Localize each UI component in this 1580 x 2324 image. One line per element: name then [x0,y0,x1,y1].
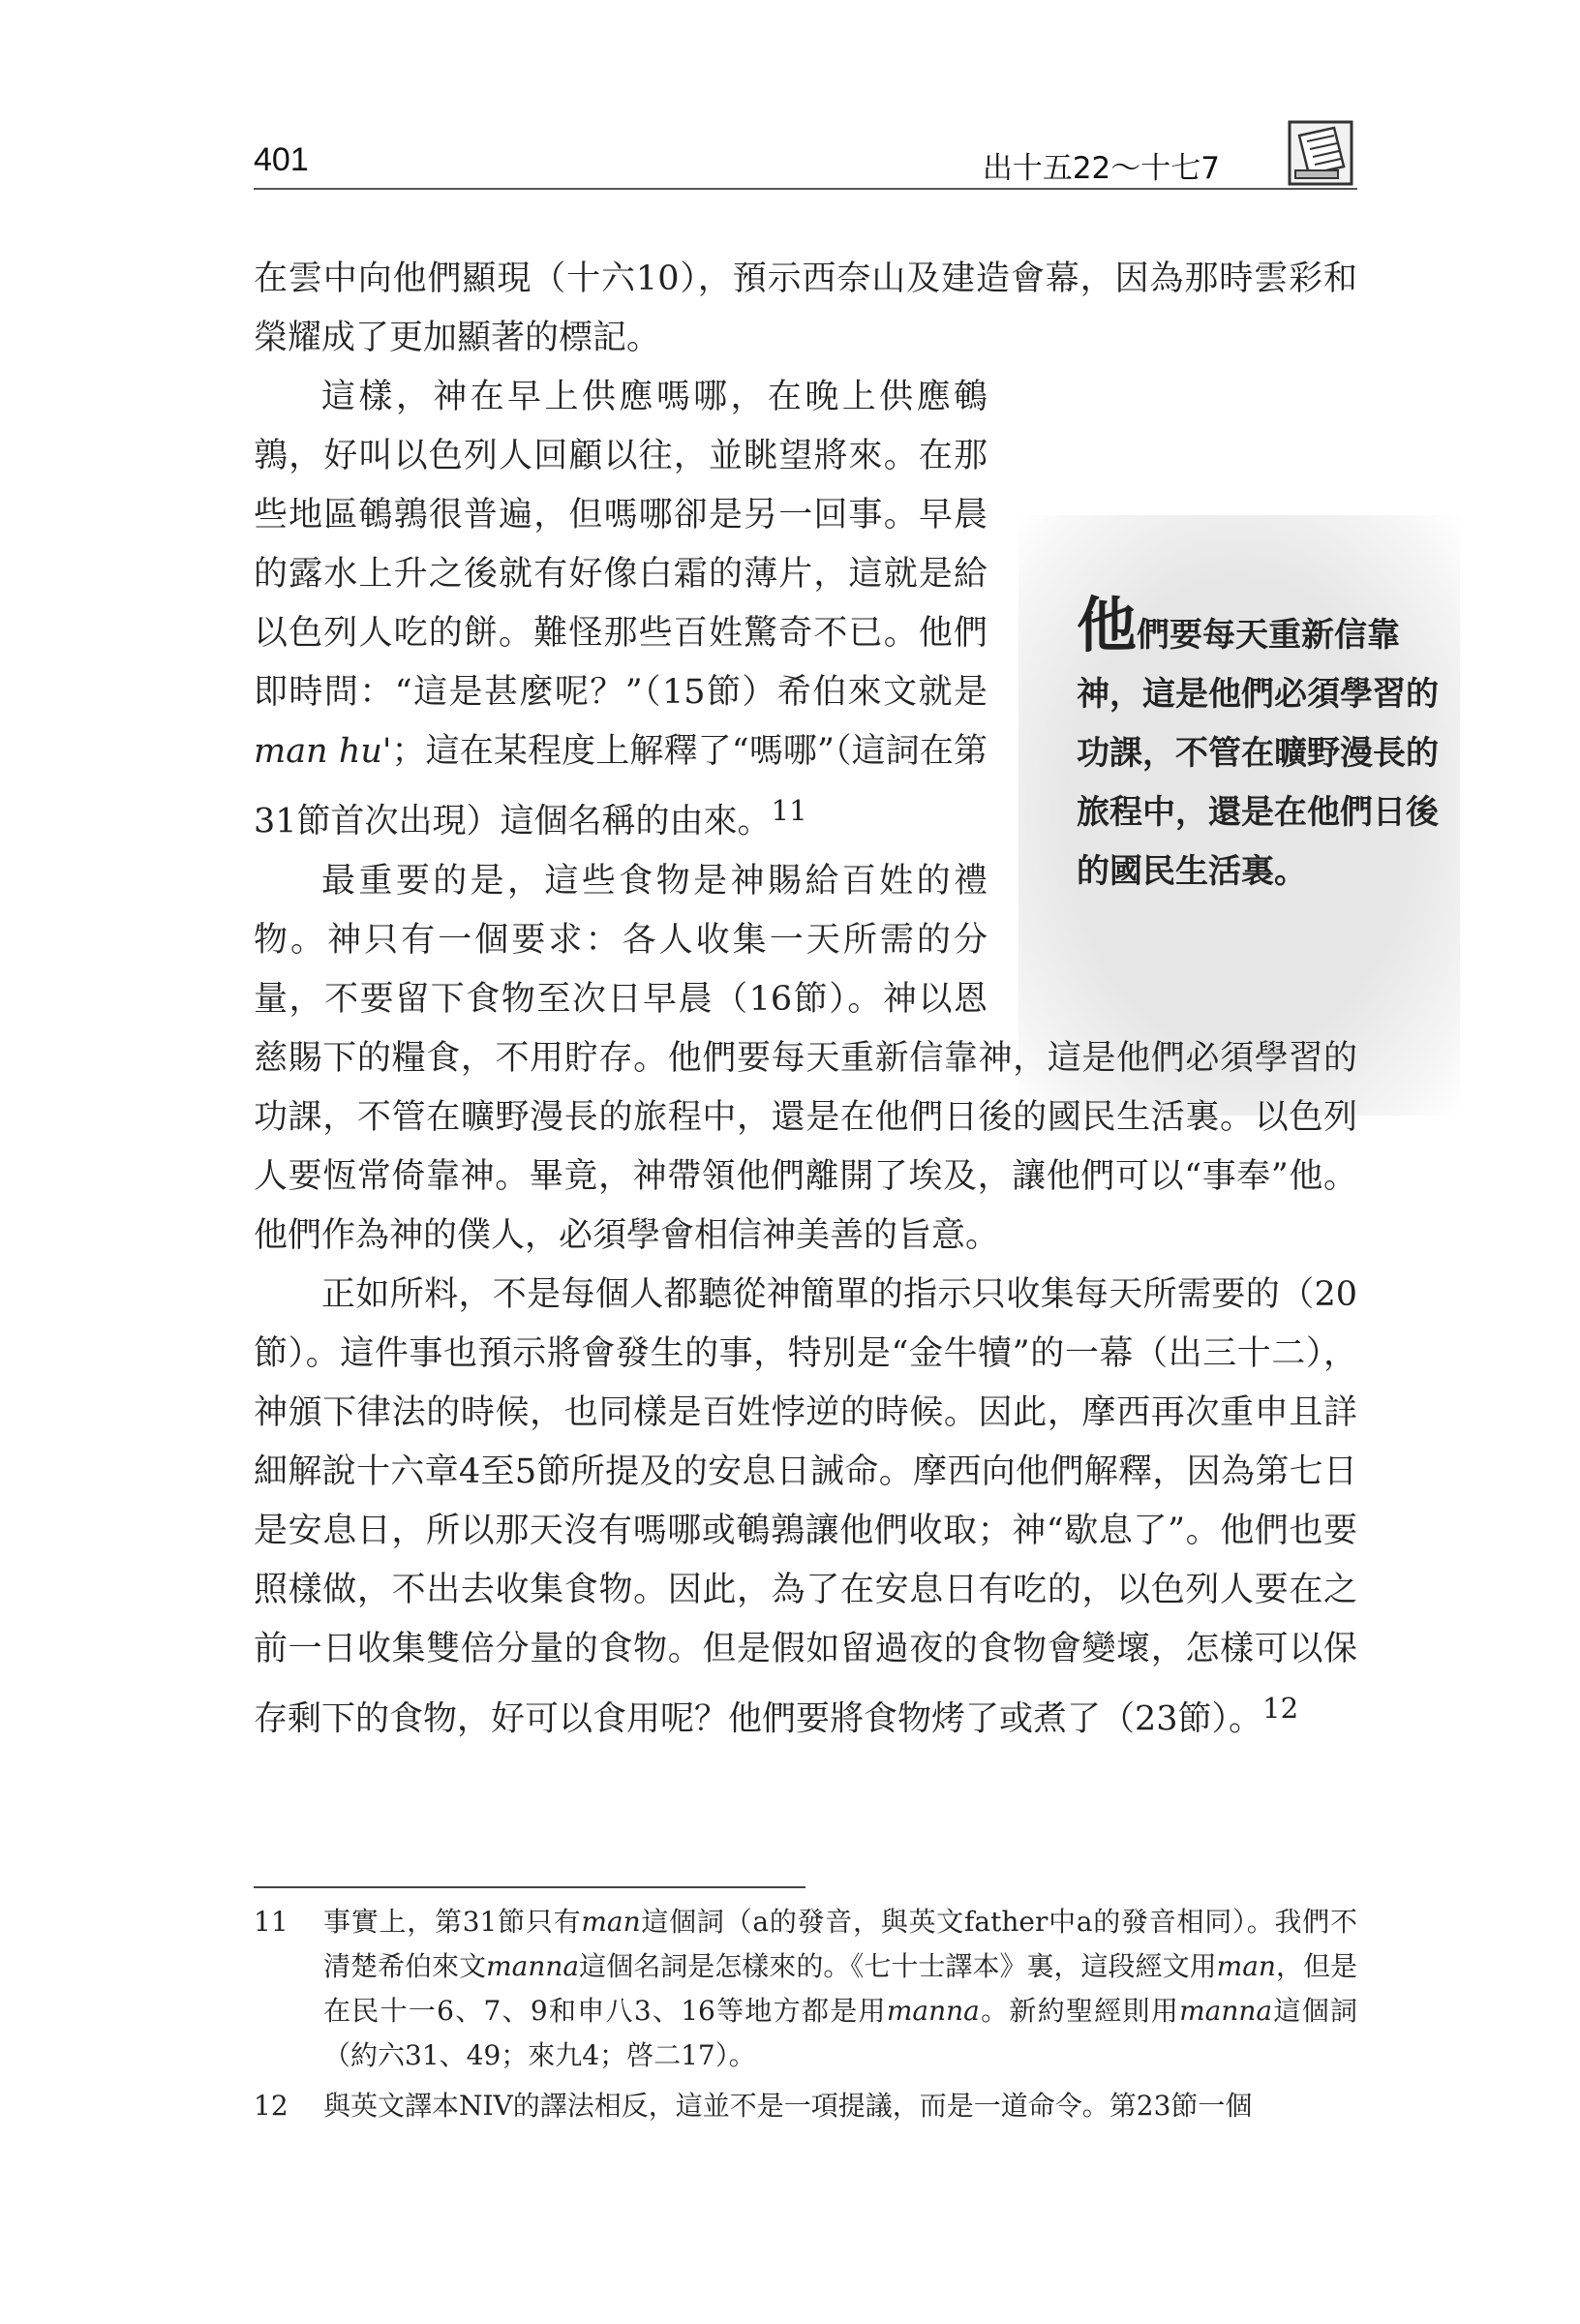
footnote-11 [254,1900,1357,2078]
scroll-icon [1286,118,1355,188]
footnote-12 [254,2084,1357,2128]
footnote-run: 。新約聖經則用 [979,1995,1180,2027]
paragraph-text: 正如所料，不是每個人都聽從神簡單的指示只收集每天所需要的（20節）。這件事也預示將會發生的事，特別是“金牛犢”的一幕（出三十二），神頒下律法的時候，也同樣是百姓悖逆的時候。因此，摩西再次重申且詳細解說十六章4至5節所提及的安息日誡命。摩西向他們解釋，因為第七日是安息日，所以那天沒有嗎哪或鵪鶉讓他們收取；神“歇息了”。他們也要照樣做，不出去收集食物。因此，為了在安息日有吃的，以色列人要在之前一日收集雙倍分量的食物。但是假如留過夜的食物會變壞，怎樣可以保存剩下的食物，好可以食用呢？他們要將食物烤了或煮了（23節）。 [254,1274,1357,1739]
paragraph-text: 這樣，神在早上供應嗎哪，在晚上供應鵪鶉，好叫以色列人回顧以往，並眺望將來。在那些地區鵪鶉很普遍，但嗎哪卻是另一回事。早晨的露水上升之後就有好像白霜的薄片，這就是給以色列人吃的餅。難怪那些百姓驚奇不已。他們即時問：“這是甚麼呢？”（15節）希伯來文就是 [254,378,988,712]
page-header [254,118,1355,194]
italic-term: manna [1179,1995,1273,2027]
main-text [254,250,1357,1749]
paragraph: 在雲中向他們顯現（十六10），預示西奈山及建造會幕，因為那時雲彩和榮耀成了更加顯著的標記。 [254,260,1357,357]
pull-quote-text: 們要每天重新信靠神，這是他們必須學習的功課，不管在曠野漫長的旅程中，還是在他們日後的國民生活裏。 [1077,616,1439,891]
footnote-ref[interactable]: 12 [1262,1691,1299,1725]
paragraph-text: ；這在某程度上解釋了“嗎哪”（這詞在第31節首次出現）這個名稱的由來。 [254,732,988,841]
hebrew-term: man hu' [254,732,392,771]
italic-term: man [581,1906,641,1938]
header-rule [254,188,1357,190]
footnote-run: 這個名詞是怎樣來的。《七十士譯本》裏，這段經文用 [579,1950,1217,1982]
paragraph [254,1266,1357,1750]
footnote-run: 事實上，第31節只有 [323,1906,582,1938]
pull-quote-spacer [988,436,1357,1017]
page-number: 401 [254,141,309,178]
footnote-number: 12 [254,2090,289,2122]
footnote-run: 這個詞（a的發音，與英文father中a的發音相同）。我們不清楚希伯來文 [323,1906,1357,1982]
footnote-run: 這個詞（約六31、49；來九4；啓二17）。 [323,1995,1357,2071]
footnote-rule [254,1886,805,1888]
italic-term: manna [886,1995,980,2027]
footnote-number: 11 [254,1906,289,1938]
footnote-text [323,1900,1357,2078]
italic-term: manna [486,1950,580,1982]
footnote-run: ，但是在民十一6、7、9和申八3、16等地方都是用 [323,1950,1357,2027]
pull-quote-dropcap: 他 [1077,590,1138,660]
footnote-text [323,2084,1357,2128]
running-head: 出十五22～十七7 [982,151,1220,186]
italic-term: man [1216,1950,1276,1982]
footnote-ref[interactable]: 11 [771,794,807,827]
footnote-run: 與英文譯本NIV的譯法相反，這並不是一項提議，而是一道命令。第23節一個 [323,2090,1253,2122]
paragraph: 最重要的是，這些食物是神賜給百姓的禮物。神只有一個要求：各人收集一天所需的分量，不要留下食物至次日早晨（16節）。神以恩慈賜下的糧食，不用貯存。他們要每天重新信靠神，這是他們必須學習的功課，不管在曠野漫長的旅程中，還是在他們日後的國民生活裏。以色列人要恆常倚靠神。畢竟，神帶領他們離開了埃及，讓他們可以“事奉”他。他們作為神的僕人，必須學會相信神美善的旨意。 [254,861,1357,1255]
footnotes [254,1900,1357,2134]
